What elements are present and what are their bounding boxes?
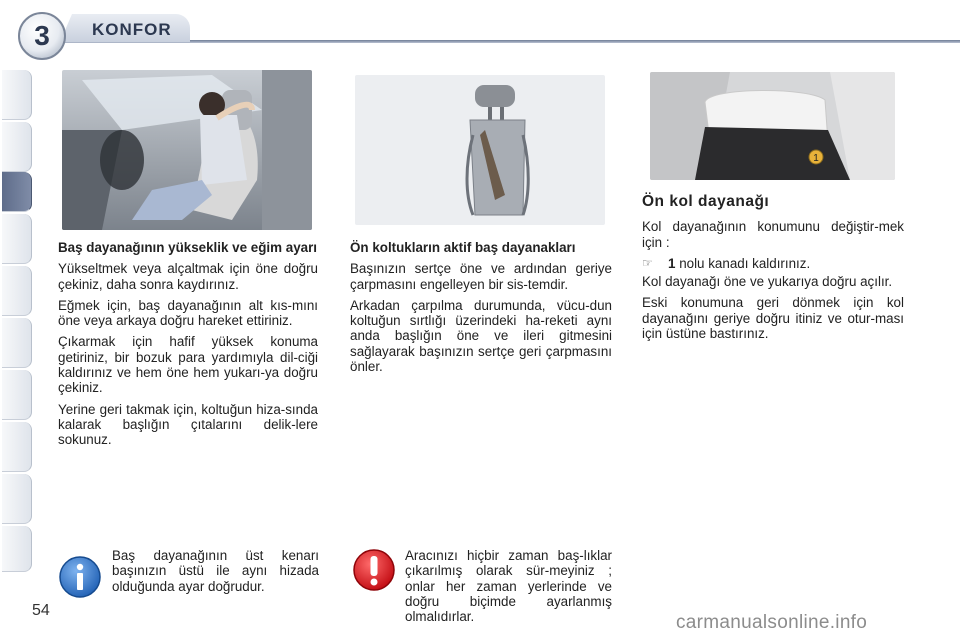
warning-note-text: Aracınızı hiçbir zaman baş-lıklar çıkarılmış olarak sür-meyiniz ; onlar her zaman yerlerinde ve doğru biçimde ayarlanmış olmalıdırlar. <box>405 548 612 625</box>
paragraph: Yükseltmek veya alçaltmak için öne doğru çekiniz, daha sonra kaydırınız. <box>58 261 318 292</box>
side-tab-10[interactable] <box>2 526 32 572</box>
side-tab-7[interactable] <box>2 370 32 420</box>
bullet-number: 1 <box>668 255 676 271</box>
bullet-text: nolu kanadı kaldırınız. <box>679 255 811 271</box>
front-armrest-photo <box>650 72 895 180</box>
pointing-hand-icon: ☞ <box>642 255 653 270</box>
column-armrest <box>642 194 904 347</box>
side-tab-8[interactable] <box>2 422 32 472</box>
side-tab-2[interactable] <box>2 122 32 172</box>
paragraph: Kol dayanağı öne ve yukarıya doğru açılır. <box>642 274 893 290</box>
info-icon <box>58 555 102 599</box>
header-rule <box>60 40 960 43</box>
head-restraint-adjust-photo <box>62 70 312 230</box>
head-restraint-heading: Baş dayanağının yükseklik ve eğim ayarı <box>58 240 318 255</box>
side-tab-9[interactable] <box>2 474 32 524</box>
armrest-callout-number: 1 <box>813 153 819 164</box>
side-tab-6[interactable] <box>2 318 32 368</box>
paragraph: Eski konumuna geri dönmek için kol dayanağını geriye doğru itiniz ve otur-ması için üstüne bastırınız. <box>642 295 904 342</box>
paragraph: Başınızın sertçe öne ve ardından geriye çarpmasını engelleyen bir sis-temdir. <box>350 261 612 292</box>
side-tab-4[interactable] <box>2 214 32 264</box>
side-tab-5[interactable] <box>2 266 32 316</box>
page-number: 54 <box>32 602 50 619</box>
side-tab-1[interactable] <box>2 70 32 120</box>
paragraph: Eğmek için, baş dayanağının alt kıs-mını öne veya arkaya doğru hareket ettiriniz. <box>58 297 318 329</box>
paragraph: Arkadan çarpılma durumunda, vücu-dun koltuğun sırtlığı üzerindeki ha-reketi aynı anda başlığın öne ve ileri gitmesini sağlayarak başınızın sertçe geri çarpmasını önler. <box>350 297 612 375</box>
armrest-heading: Ön kol dayanağı <box>642 193 770 210</box>
column-head-restraint <box>58 240 318 454</box>
active-head-restraint-photo <box>355 75 605 225</box>
paragraph: Kol dayanağının konumunu değiştir-mek için : <box>642 219 904 250</box>
paragraph: Çıkarmak için hafif yüksek konuma getiriniz, bir bozuk para yardımıyla dil-ciği kaldırınız ve hem öne hem yukarı-ya doğru çekiniz. <box>58 334 318 396</box>
exclamation-icon <box>352 548 396 592</box>
active-head-restraint-heading: Ön koltukların aktif baş dayanakları <box>350 240 576 255</box>
paragraph: Yerine geri takmak için, koltuğun hiza-sında kalarak başlığın çıtalarını delik-lere sokunuz. <box>58 401 318 448</box>
column-active-head-restraint <box>350 240 612 380</box>
side-tab-current[interactable] <box>2 172 32 212</box>
list-item <box>642 256 904 271</box>
info-note-text: Baş dayanağının üst kenarı başınızın üstü ile aynı hizada olduğunda ayar doğrudur. <box>112 548 319 594</box>
chapter-title: KONFOR <box>92 20 172 39</box>
watermark: carmanualsonline.info <box>676 612 868 633</box>
chapter-number-badge: 3 <box>18 12 66 60</box>
